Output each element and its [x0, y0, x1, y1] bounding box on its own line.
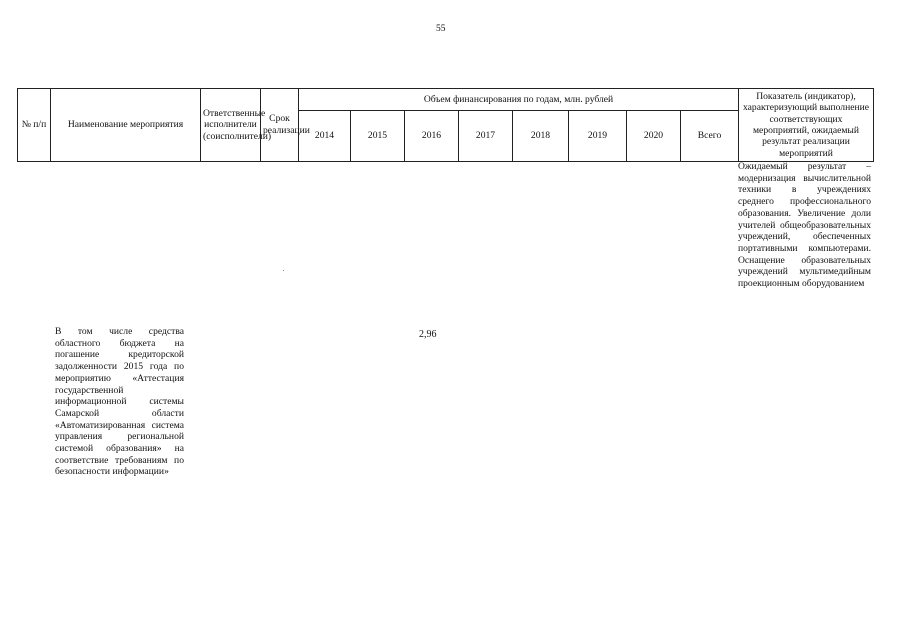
- year-2016-header: 2016: [405, 111, 459, 162]
- total-header: Всего: [681, 111, 739, 162]
- scan-speck: [283, 270, 284, 271]
- year-2018-header: 2018: [513, 111, 569, 162]
- activity-description: В том числе средства областного бюджета на погашение кредиторской задолженности 2015 года по мероприятию «Аттестация государственной информационной системы Самарской области «Автоматизированная система управления региональной системой образования» на соответствие требованиям по безопасности информации»: [55, 326, 184, 478]
- funding-value-2016: 2,96: [419, 329, 437, 340]
- col-name-header: Наименование мероприятия: [51, 89, 201, 162]
- year-2015-header: 2015: [351, 111, 405, 162]
- year-2017-header: 2017: [459, 111, 513, 162]
- year-2014-header: 2014: [299, 111, 351, 162]
- col-funding-header: Объем финансирования по годам, млн. рублей: [299, 89, 739, 111]
- col-term-header: Срок реализации: [261, 89, 299, 162]
- page-number: 55: [436, 24, 446, 34]
- header-table: [17, 88, 874, 162]
- col-responsible-header: Ответственные исполнители (соисполнители): [201, 89, 261, 162]
- expected-result-text: Ожидаемый результат – модернизация вычислительной техники в учреждениях среднего профессионального образования. Увеличение доли учителей общеобразовательных учреждений, обеспеченных портативными компьютерами. Оснащение образовательных учреждений мультимедийным проекционным оборудованием: [738, 161, 871, 290]
- year-2020-header: 2020: [627, 111, 681, 162]
- col-number-header: № п/п: [18, 89, 51, 162]
- year-2019-header: 2019: [569, 111, 627, 162]
- col-indicator-header: Показатель (индикатор), характеризующий выполнение соответствующих мероприятий, ожидаемый результат реализации мероприятий: [739, 89, 874, 162]
